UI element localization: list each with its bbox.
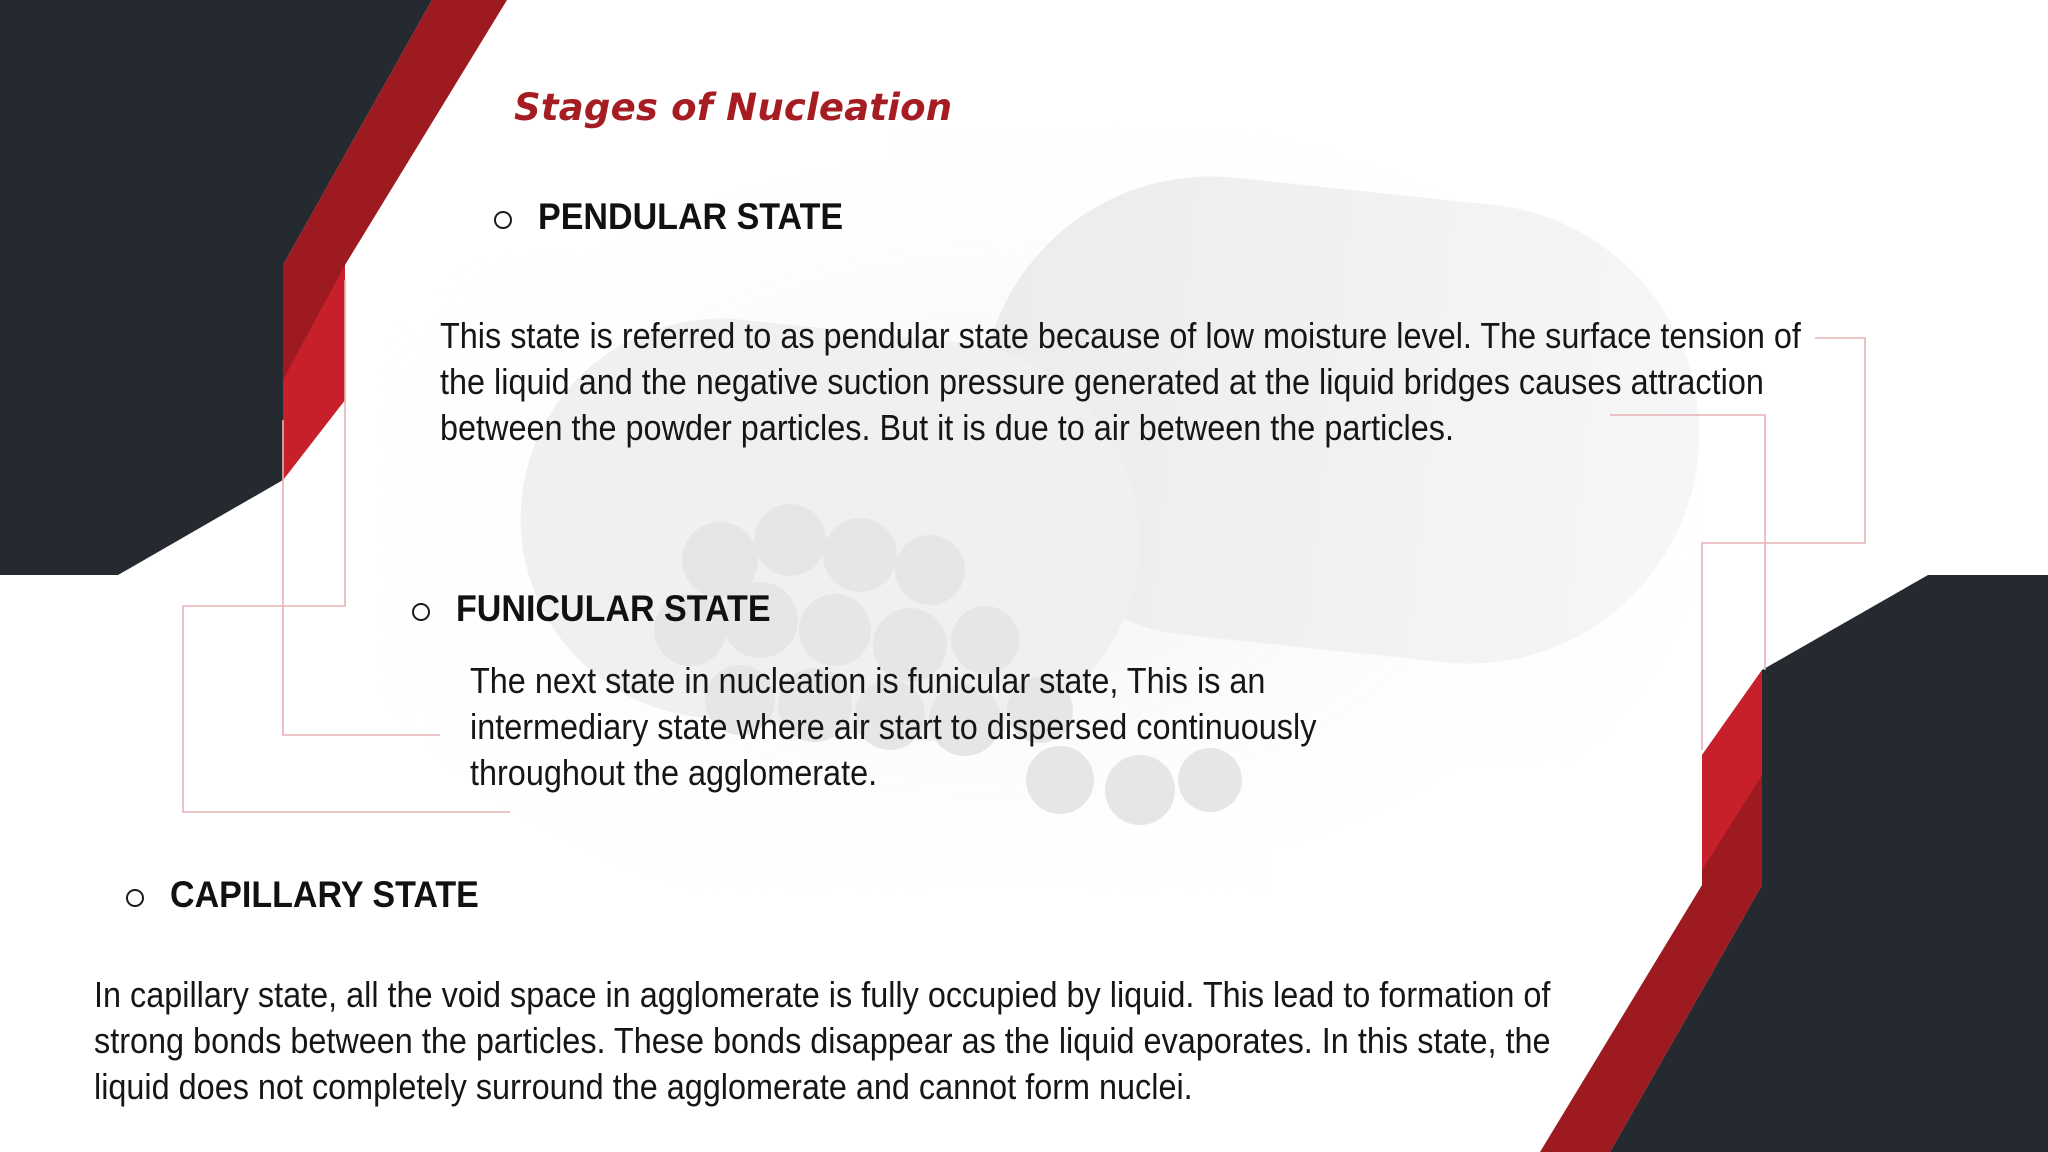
paragraph-capillary-state: In capillary state, all the void space in agglomerate is fully occupied by liquid. This lead to formation of strong bonds between the particles. These bonds disappear as the liquid evaporates. In this state, the liquid does not completely surround the agglomerate and cannot form nuclei. [94,974,1551,1107]
heading-text: PENDULAR STATE [538,196,844,237]
bullet-circle-icon [412,603,430,621]
bullet-circle-icon [494,211,512,229]
heading-text: CAPILLARY STATE [170,874,479,915]
paragraph-funicular-state: The next state in nucleation is funicular state, This is an intermediary state where air start to dispersed continuously throughout the agglomerate. [470,660,1317,793]
paragraph-pendular-state: This state is referred to as pendular state because of low moisture level. The surface tension of the liquid and the negative suction pressure generated at the liquid bridges causes attraction between the powder particles. But it is due to air between the particles. [440,315,1801,448]
slide-title: Stages of Nucleation [514,86,953,129]
bullet-circle-icon [126,889,144,907]
heading-funicular-state [412,588,798,630]
heading-text: FUNICULAR STATE [456,588,771,629]
heading-pendular-state [494,196,870,238]
dark-panel-bottom-right [1610,575,2048,1152]
heading-capillary-state [126,874,506,916]
